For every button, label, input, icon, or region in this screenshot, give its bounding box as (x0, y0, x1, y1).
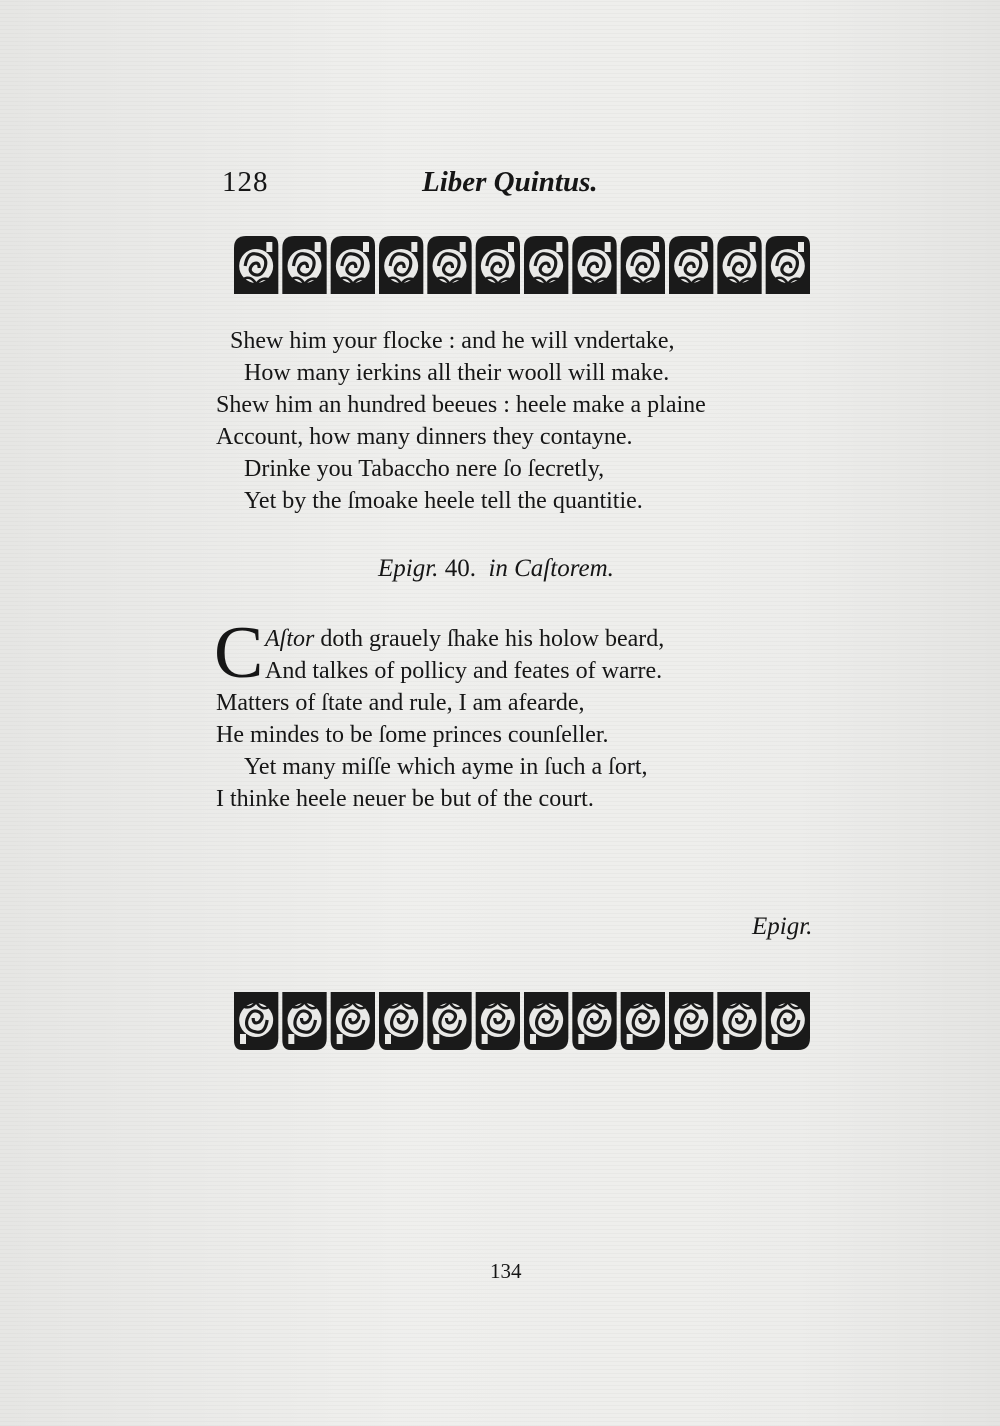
ornament-motif (572, 992, 616, 1050)
epigram-number: 40. (444, 555, 476, 582)
ornament-motif (621, 236, 665, 294)
ornament-motif (331, 992, 375, 1050)
ornament-motif (669, 236, 713, 294)
verse-line: Shew him an hundred beeues : heele make a plaine (216, 392, 706, 418)
ornament-band-bottom (232, 990, 812, 1052)
first-line-rest: doth grauely ſhake his holow beard, (314, 626, 665, 652)
ornament-motif (717, 236, 761, 294)
verse-line: And talkes of pollicy and feates of warre. (265, 658, 663, 684)
ornament-motif (524, 236, 568, 294)
verse-line: He mindes to be ſome princes counſeller. (216, 722, 609, 748)
ornament-motif (476, 236, 520, 294)
verse-line: How many ierkins all their wooll will make. (244, 360, 670, 386)
ornament-motif (572, 236, 616, 294)
ornament-motif (669, 992, 713, 1050)
ornament-motif (234, 992, 278, 1050)
ornament-motif (766, 992, 810, 1050)
verse-line: Yet many miſſe which ayme in ſuch a ſort, (244, 754, 648, 780)
epigram-label: Epigr. (378, 555, 439, 582)
ornament-motif (476, 992, 520, 1050)
ornament-motif (282, 236, 326, 294)
ornament-motif (766, 236, 810, 294)
ornament-motif (524, 992, 568, 1050)
ornament-motif (282, 992, 326, 1050)
ornament-motif (234, 236, 278, 294)
catchword: Epigr. (752, 913, 813, 940)
ornament-motif (331, 236, 375, 294)
epigram-title: in Caſtorem. (488, 555, 614, 582)
page-number: 128 (222, 166, 269, 198)
ornament-motif (717, 992, 761, 1050)
drop-cap: C (214, 612, 264, 694)
ornament-motif (379, 992, 423, 1050)
first-word: Aſtor (265, 626, 315, 652)
ornament-motif (621, 992, 665, 1050)
ornament-motif (379, 236, 423, 294)
verse-line: Drinke you Tabaccho nere ſo ſecretly, (244, 456, 605, 482)
verse-line: Matters of ſtate and rule, I am afearde, (216, 690, 585, 716)
ornament-band-top (232, 234, 812, 296)
folio-number: 134 (490, 1259, 522, 1283)
ornament-motif (427, 236, 471, 294)
verse-line: I thinke heele neuer be but of the court. (216, 786, 594, 812)
verse-line-first (265, 626, 664, 653)
epigram-heading (378, 555, 614, 583)
ornament-motif (427, 992, 471, 1050)
running-title: Liber Quintus. (422, 166, 598, 198)
verse-line: Yet by the ſmoake heele tell the quantitie. (244, 488, 643, 514)
verse-line: Shew him your flocke : and he will vndertake, (230, 328, 675, 354)
verse-line: Account, how many dinners they contayne. (216, 424, 633, 450)
